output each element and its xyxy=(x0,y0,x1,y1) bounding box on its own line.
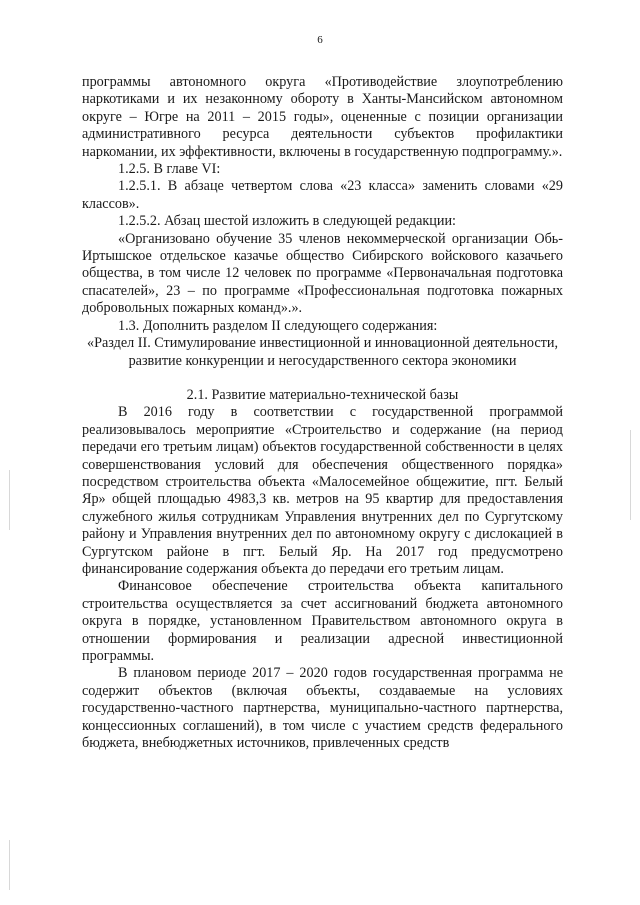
subsection-title: 2.1. Развитие материально-технической базы xyxy=(186,386,459,403)
scan-edge-mark-left xyxy=(9,470,10,530)
scan-edge-mark-left-bottom xyxy=(9,840,10,890)
section-heading: «Раздел II. Стимулирование инвестиционной и инновационной деятельности, развитие конкуренции и негосударственного сектора экономики xyxy=(86,335,559,369)
paragraph-financing: Финансовое обеспечение строительства объекта капитального строительства осуществляется за счет ассигнований бюджета автономного округа в порядке, установленном Правительством автономного округа в отношении формирования и реализации адресной инвестиционной программы. xyxy=(82,578,563,664)
document-body xyxy=(82,74,563,752)
paragraph-construction: В 2016 году в соответствии с государственной программой реализовывалось мероприятие «Строительство и содержание (на период передачи его третьим лицам) объектов государственной собственности в целях совершенствования условий для обеспечения общественного порядка» посредством строительства объекта «Малосемейное общежитие, пгт. Белый Яр» общей площадью 4983,3 кв. метров на 95 квартир для предоставления служебного жилья сотрудникам Управления внутренних дел по Сургутскому району и Управления внутренних дел по автономному округу с дислокацией в Сургутском районе в пгт. Белый Яр. На 2017 год предусмотрено финансирование содержания объекта до передачи его третьим лицам. xyxy=(82,404,563,577)
paragraph-item-1-3: 1.3. Дополнить разделом II следующего содержания: xyxy=(118,317,438,334)
paragraph-item-1-2-5-1: 1.2.5.1. В абзаце четвертом слова «23 класса» заменить словами «29 классов». xyxy=(82,178,563,212)
paragraph-item-1-2-5: 1.2.5. В главе VI: xyxy=(118,161,221,178)
paragraph-item-1-2-5-2: 1.2.5.2. Абзац шестой изложить в следующей редакции: xyxy=(118,213,456,230)
scan-edge-mark-right xyxy=(630,430,631,520)
paragraph-planned-period: В плановом периоде 2017 – 2020 годов государственная программа не содержит объектов (включая объекты, создаваемые на условиях государственно-частного партнерства, муниципально-частного партнерства, концессионных соглашений), в том числе с участием средств федерального бюджета, внебюджетных источников, привлеченных средств xyxy=(82,665,563,752)
paragraph-quoted-edition: «Организовано обучение 35 членов некоммерческой организации Обь-Иртышское отдельское казачье общество Сибирского войскового казачьего общества, в том числе 12 человек по программе «Первоначальная подготовка спасателей», 23 – по программе «Профессиональная подготовка пожарных добровольных пожарных команд».». xyxy=(82,230,563,317)
page-number: 6 xyxy=(317,34,323,46)
paragraph-continuation: программы автономного округа «Противодействие злоупотреблению наркотиками и их незаконному обороту в Ханты-Мансийском автономном округе – Югре на 2011 – 2015 годы», оцененные с позиции организации административного ресурса деятельности субъектов профилактики наркомании, их эффективности, включены в государственную подпрограмму.». xyxy=(82,74,563,160)
